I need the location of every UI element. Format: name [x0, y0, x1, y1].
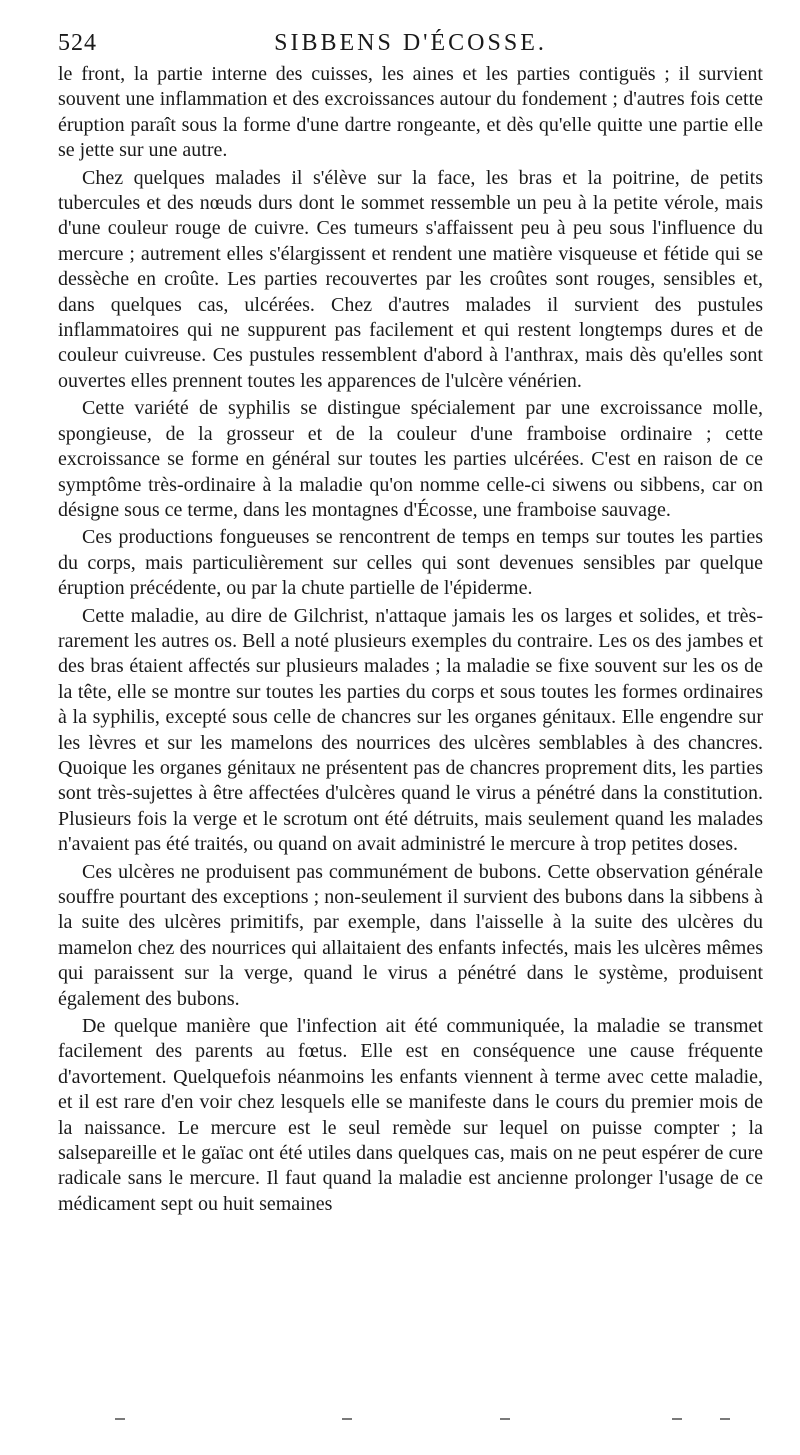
print-mark: [672, 1418, 682, 1420]
running-title: SIBBENS D'ÉCOSSE.: [274, 30, 547, 56]
paragraph-2: Chez quelques malades il s'élève sur la face, les bras et la poitrine, de petits tubercules et des nœuds durs dont le sommet ressemble un peu à la petite vérole, mais d'une couleur rouge de cuivre. Ces tumeurs s'affaissent peu à peu sous l'influence du mercure ; autrement elles s'élargissent et rendent une matière visqueuse et fétide qui se dessèche en croûte. Les parties recouvertes par les croûtes sont rouges, sensibles et, dans quelques cas, ulcérées. Chez d'autres malades il survient des pustules inflammatoires qui ne suppurent pas facilement et qui restent longtemps dures et de couleur cuivreuse. Ces pustules ressemblent d'abord à l'anthrax, mais dès qu'elles sont ouvertes elles prennent toutes les apparences de l'ulcère vénérien.: [58, 166, 763, 392]
paragraph-7: De quelque manière que l'infection ait été communiquée, la maladie se transmet facilement des parents au fœtus. Elle est en conséquence une cause fréquente d'avortement. Quelquefois néanmoins les enfants viennent à terme avec cette maladie, et il est rare d'en voir chez lesquels elle se manifeste dans le cours du premier mois de la naissance. Le mercure est le seul remède sur lequel on puisse compter ; la salsepareille et le gaïac ont été utiles dans quelques cas, mais on ne peut espérer de cure radicale sans le mercure. Il faut quand la maladie est ancienne prolonger l'usage de ce médicament sept ou huit semaines: [58, 1015, 763, 1215]
body-text: [58, 62, 763, 1219]
paragraph-1: le front, la partie interne des cuisses, les aines et les parties contiguës ; il survient souvent une inflammation et des excroissances autour du fondement ; d'autres fois cette éruption paraît sous la forme d'une dartre rongeante, et dès qu'elle quitte une partie elle se jette sur une autre.: [58, 63, 763, 162]
running-head: [58, 26, 763, 60]
print-marks: [110, 1418, 730, 1428]
paragraph-4: Ces productions fongueuses se rencontrent de temps en temps sur toutes les parties du corps, mais particulièrement sur celles qui sont devenues sensibles par quelque éruption précédente, ou par la chute partielle de l'épiderme.: [58, 526, 763, 600]
page-number: 524: [58, 30, 97, 56]
print-mark: [720, 1418, 730, 1420]
paragraph-3: Cette variété de syphilis se distingue spécialement par une excroissance molle, spongieuse, de la grosseur et de la couleur d'une framboise ordinaire ; cette excroissance se forme en général sur toutes les parties ulcérées. C'est en raison de ce symptôme très-ordinaire à la maladie qu'on nomme celle-ci siwens ou sibbens, car on désigne sous ce terme, dans les montagnes d'Écosse, une framboise sauvage.: [58, 397, 763, 521]
paragraph-5: Cette maladie, au dire de Gilchrist, n'attaque jamais les os larges et solides, et très-rarement les autres os. Bell a noté plusieurs exemples du contraire. Les os des jambes et des bras étaient affectés sur plusieurs malades ; la maladie se fixe souvent sur les os de la tête, elle se montre sur toutes les parties du corps et sous toutes les formes ordinaires à la syphilis, excepté sous celle de chancres sur les organes génitaux. Elle engendre sur les lèvres et sur les mamelons des nourrices des ulcères semblables à des chancres. Quoique les organes génitaux ne présentent pas de chancres proprement dits, les parties sont très-sujettes à être affectées d'ulcères quand le virus a pénétré dans la constitution. Plusieurs fois la verge et le scrotum ont été détruits, mais seulement quand les malades n'avaient pas été traités, ou quand on avait administré le mercure à trop petites doses.: [58, 604, 763, 856]
paragraph-6: Ces ulcères ne produisent pas communément de bubons. Cette observation générale souffre pourtant des exceptions ; non-seulement il survient des bubons dans la sibbens à la suite des ulcères primitifs, par exemple, dans l'aisselle à la suite des ulcères du mamelon chez des nourrices qui allaitaient des enfants infectés, mais les ulcères mêmes qui paraissent sur la verge, quand le virus a pénétré dans le système, produisent également des bubons.: [58, 860, 763, 1010]
print-mark: [500, 1418, 510, 1420]
print-mark: [115, 1418, 125, 1420]
print-mark: [342, 1418, 352, 1420]
